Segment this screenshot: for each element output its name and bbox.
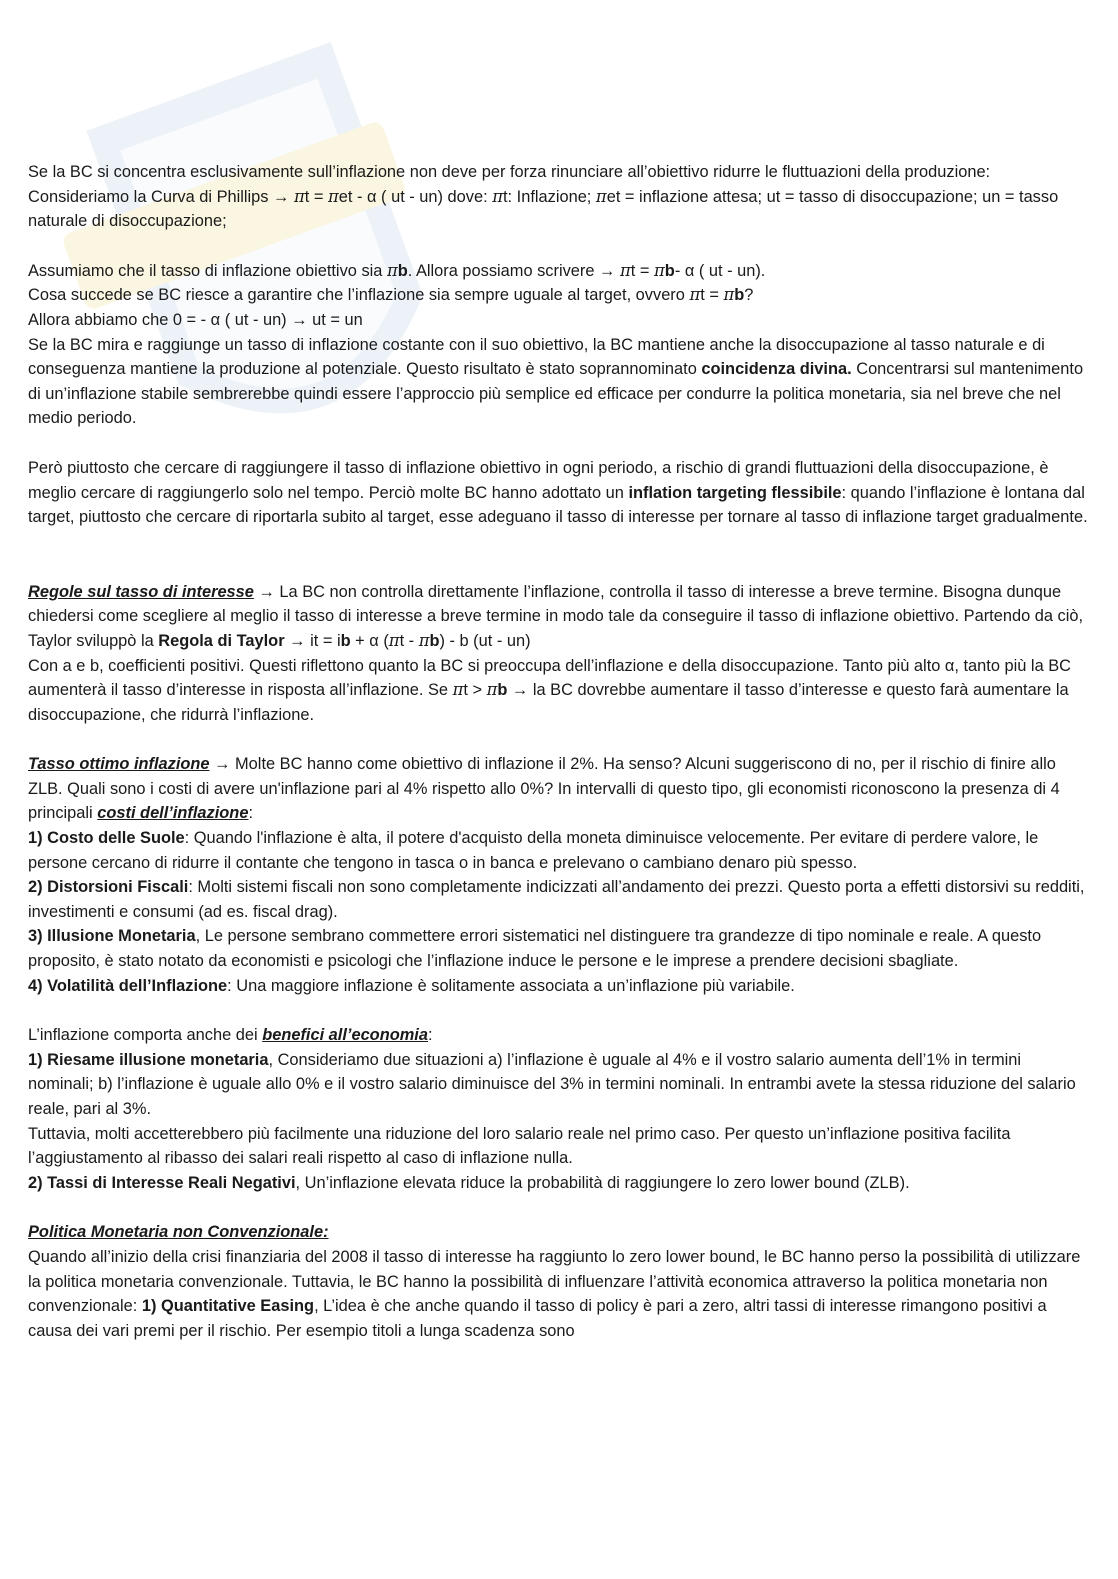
text-run: t = xyxy=(700,286,724,305)
paragraph xyxy=(28,259,1090,284)
paragraph-gap xyxy=(28,431,1090,456)
bold-text: coincidenza divina. xyxy=(701,360,852,379)
text-run: : xyxy=(427,1026,433,1045)
text-run: , L’idea è che anche quando il tasso di policy è pari a zero, altri tassi di interesse rimangono positivi a causa dei vari premi per il rischio. Per esempio titoli a lunga scadenza sono xyxy=(28,1297,1047,1340)
paragraph xyxy=(28,875,1090,924)
bold-text: b xyxy=(664,261,675,280)
paragraph xyxy=(28,1048,1090,1122)
section-heading: benefici all’economia xyxy=(262,1026,428,1045)
paragraph xyxy=(28,1122,1090,1171)
text-run: Con a e b, coefficienti positivi. Questi riflettono quanto la BC si preoccupa dell’inflazione e della disoccupazione. Tanto più alto α, tanto più la BC aumenterà il tasso d’interesse in risposta all’inflazione. Se xyxy=(28,656,1072,700)
text-run: Cosa succede se BC riesce a garantire che l’inflazione sia sempre uguale al target, ovvero xyxy=(28,286,690,305)
text-run: Concentrarsi sul mantenimento di un’inflazione stabile sembrerebbe quindi essere l’approccio più semplice ed efficace per condurre la politica monetaria, sia nel breve che nel medio periodo. xyxy=(28,360,1084,428)
paragraph-gap xyxy=(28,1195,1090,1220)
text-run: → la BC dovrebbe aumentare il tasso d’interesse e questo farà aumentare la disoccupazione, che ridurrà l’inflazione. xyxy=(28,681,1069,724)
bold-text: 2) Tassi di Interesse Reali Negativi xyxy=(28,1173,296,1192)
text-run: et - α ( ut - un) dove: xyxy=(338,187,493,206)
paragraph xyxy=(28,308,1090,333)
paragraph xyxy=(28,1023,1090,1048)
paragraph xyxy=(28,974,1090,999)
pi-symbol: π xyxy=(620,260,631,280)
bold-text: inflation targeting flessibile xyxy=(628,483,842,502)
text-run: et = inflazione attesa; ut = tasso di disoccupazione; un = tasso naturale di disoccupazione; xyxy=(28,187,1059,231)
text-run: , Le persone sembrano commettere errori sistematici nel distinguere tra grandezze di tipo nominale e reale. A questo proposito, è stato notato da economisti e psicologi che l’inflazione induce le persone e le imprese a prendere decisioni sbagliate. xyxy=(28,927,1042,971)
document-body xyxy=(28,160,1090,1343)
paragraph-gap xyxy=(28,234,1090,259)
bold-text: 1) Riesame illusione monetaria xyxy=(28,1050,269,1069)
bold-text: Regola di Taylor xyxy=(158,631,285,650)
pi-symbol: π xyxy=(386,260,398,280)
text-run: t > xyxy=(463,681,487,700)
pi-symbol: π xyxy=(689,285,701,305)
text-run: + α ( xyxy=(350,631,389,650)
paragraph xyxy=(28,580,1090,654)
pi-symbol: π xyxy=(294,186,305,206)
section-heading: Regole sul tasso di interesse xyxy=(28,582,254,601)
text-run: t = xyxy=(304,187,329,206)
text-run: ? xyxy=(744,286,754,305)
text-run: - α ( ut - un). xyxy=(674,261,766,280)
bold-text: 4) Volatilità dell’Inflazione xyxy=(28,976,228,995)
paragraph xyxy=(28,1171,1090,1196)
bold-text: b xyxy=(397,261,408,280)
text-run: , Un’inflazione elevata riduce la probabilità di raggiungere lo zero lower bound (ZLB). xyxy=(295,1173,910,1192)
text-run: , Consideriamo due situazioni a) l’inflazione è uguale al 4% e il vostro salario aumenta dell’1% in termini nominali; b) l’inflazione è uguale allo 0% e il vostro salario diminuisce del 3% in termini nominali. In entrambi avete la stessa riduzione del salario reale, pari al 3%. xyxy=(28,1050,1076,1118)
bold-text: 1) Quantitative Easing xyxy=(141,1297,315,1316)
paragraph xyxy=(28,752,1090,826)
bold-text: 1) Costo delle Suole xyxy=(28,829,185,848)
text-run: Se la BC mira e raggiunge un tasso di inflazione costante con il suo obiettivo, la BC mantiene anche la disoccupazione al tasso naturale e di conseguenza mantiene la produzione al potenziale. Questo risultato è stato soprannominato xyxy=(28,335,1045,379)
text-run: t - xyxy=(399,631,419,650)
paragraph xyxy=(28,160,1090,234)
paragraph xyxy=(28,924,1090,973)
pi-symbol: π xyxy=(492,186,503,206)
text-run: . Allora possiamo scrivere → xyxy=(407,261,620,280)
paragraph-gap xyxy=(28,727,1090,752)
pi-symbol: π xyxy=(452,680,464,700)
text-run: Tuttavia, molti accetterebbero più facilmente una riduzione del loro salario reale nel primo caso. Per questo un’inflazione positiva facilita l’aggiustamento al ribasso dei salari reali rispetto al caso di inflazione nulla. xyxy=(28,1124,1011,1168)
text-run: L’inflazione comporta anche dei xyxy=(28,1026,263,1045)
section-heading: costi dell’inflazione xyxy=(97,804,249,823)
text-run: → La BC non controlla direttamente l’inflazione, controlla il tasso di interesse a breve termine. Bisogna dunque chiedersi come scegliere al meglio il tasso di interesse a breve termine in modo tale da conseguire il tasso di inflazione obiettivo. Partendo da ciò, Taylor sviluppò la xyxy=(28,582,1084,650)
text-run: → Molte BC hanno come obiettivo di inflazione il 2%. Ha senso? Alcuni suggeriscono di no, per il rischio di finire allo ZLB. Quali sono i costi di avere un'inflazione pari al 4% rispetto allo 0%? In intervalli di questo tipo, gli economisti riconoscono la presenza di 4 principali xyxy=(28,755,1060,823)
pi-symbol: π xyxy=(486,680,498,700)
pi-symbol: π xyxy=(388,630,400,650)
paragraph xyxy=(28,654,1090,728)
paragraph xyxy=(28,456,1090,530)
pi-symbol: π xyxy=(328,186,339,206)
bold-text: b xyxy=(429,631,440,650)
paragraph xyxy=(28,1220,1090,1245)
bold-text: 3) Illusione Monetaria xyxy=(28,927,196,946)
bold-text: b xyxy=(340,631,351,650)
text-run: : Quando l'inflazione è alta, il potere d'acquisto della moneta diminuisce velocemente. Per evitare di perdere valore, le persone cercano di ridurre il contante che tengono in tasca o in banca e prelevano o cambiano denaro più spesso. xyxy=(28,829,1039,872)
text-run: Se la BC si concentra esclusivamente sull’inflazione non deve per forza rinunciare all’obiettivo ridurre le fluttuazioni della produzione: Consideriamo la Curva di Phillips → xyxy=(28,163,991,206)
paragraph xyxy=(28,826,1090,875)
text-run: → it = i xyxy=(284,631,341,650)
bold-text: b xyxy=(734,286,745,305)
section-heading: Tasso ottimo inflazione xyxy=(28,755,210,774)
text-run: Assumiamo che il tasso di inflazione obiettivo sia xyxy=(28,261,387,280)
text-run: : Una maggiore inflazione è solitamente associata a un’inflazione più variabile. xyxy=(227,976,795,995)
pi-symbol: π xyxy=(654,260,665,280)
text-run: t: Inflazione; xyxy=(502,187,596,206)
bold-text: 2) Distorsioni Fiscali xyxy=(28,878,189,897)
text-run: Però piuttosto che cercare di raggiungere il tasso di inflazione obiettivo in ogni periodo, a rischio di grandi fluttuazioni della disoccupazione, è meglio cercare di raggiungerlo solo nel tempo. Perciò molte BC hanno adottato un xyxy=(28,458,1049,502)
text-run: t = xyxy=(630,261,655,280)
pi-symbol: π xyxy=(723,285,735,305)
paragraph xyxy=(28,1245,1090,1343)
paragraph-gap xyxy=(28,998,1090,1023)
paragraph xyxy=(28,333,1090,431)
pi-symbol: π xyxy=(595,186,607,206)
paragraph xyxy=(28,283,1090,308)
text-run: : xyxy=(248,804,253,823)
text-run: Quando all’inizio della crisi finanziaria del 2008 il tasso di interesse ha raggiunto lo zero lower bound, le BC hanno perso la possibilità di utilizzare la politica monetaria convenzionale. Tuttavia, le BC hanno la possibilità di influenzare l’attività economica attraverso la politica monetaria non convenzionale: xyxy=(28,1247,1081,1316)
text-run: : quando l’inflazione è lontana dal target, piuttosto che cercare di riportarla subito al target, esse adeguano il tasso di interesse per tornare al tasso di inflazione target gradualmente. xyxy=(28,483,1088,527)
text-run: ) - b (ut - un) xyxy=(439,631,531,650)
section-heading: Politica Monetaria non Convenzionale: xyxy=(28,1223,329,1242)
text-run: : Molti sistemi fiscali non sono completamente indicizzati all’andamento dei prezzi. Questo porta a effetti distorsivi su redditi, investimenti e consumi (ad es. fiscal drag). xyxy=(28,878,1085,921)
pi-symbol: π xyxy=(418,630,430,650)
text-run: Allora abbiamo che 0 = - α ( ut - un) → ut = un xyxy=(28,310,363,329)
paragraph-gap xyxy=(28,530,1090,580)
bold-text: b xyxy=(497,681,508,700)
